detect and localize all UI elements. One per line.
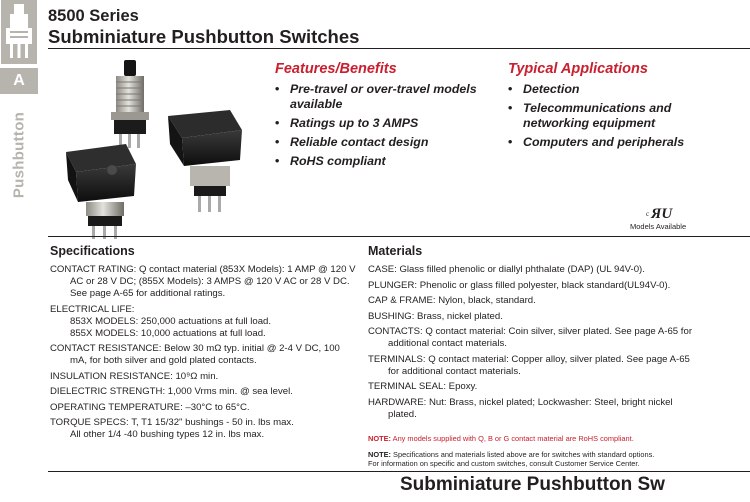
ul-recognized-icon	[646, 204, 680, 220]
material-item: CASE: Glass filled phenolic or diallyl phthalate (DAP) (UL 94V-0).	[368, 264, 645, 275]
material-item: BUSHING: Brass, nickel plated.	[368, 310, 503, 322]
material-item: CONTACTS: Q contact material: Coin silver, silver plated. See page A-65 for additional contact materials.	[368, 326, 693, 349]
spec-item: OPERATING TEMPERATURE: –30°C to 65°C.	[50, 401, 250, 413]
specifications-heading: Specifications	[50, 244, 135, 258]
rohs-note: NOTE: Any models supplied with Q, B or G contact material are RoHS compliant.	[368, 434, 634, 443]
product-photo	[64, 56, 254, 241]
standard-options-note: NOTE: Specifications and materials listed above are for switches with standard options. For information on specific and custom switches, consult Customer Service Center.	[368, 450, 655, 468]
svg-text:ЯU: ЯU	[651, 206, 673, 220]
spec-item: ELECTRICAL LIFE: 853X MODELS: 250,000 actuations at full load. 855X MODELS: 10,000 actuations at full load.	[50, 303, 272, 339]
materials-list	[368, 264, 698, 424]
footer-divider	[48, 471, 750, 472]
spec-item: CONTACT RATING: Q contact material (853X Models): 1 AMP @ 120 V AC or 28 V DC; (855X Models): 3 AMPS @ 120 V AC or 28 V DC. See page A-65 for additional ratings.	[50, 264, 356, 299]
certification-caption: Models Available	[630, 222, 687, 231]
list-item: • Pre-travel or over-travel models available	[274, 82, 500, 112]
header-divider	[48, 48, 750, 49]
list-item: • Computers and peripherals	[507, 135, 707, 150]
section-sidebar	[0, 0, 38, 502]
series-title: 8500 Series	[48, 7, 139, 25]
section-label: Pushbutton	[10, 111, 28, 199]
list-item: • Telecommunications and networking equipment	[507, 101, 707, 131]
specifications-list	[50, 264, 356, 445]
applications-heading: Typical Applications	[508, 61, 648, 77]
features-heading: Features/Benefits	[275, 61, 397, 77]
list-item: • Ratings up to 3 AMPS	[274, 116, 500, 131]
pushbutton-switch-icon	[1, 0, 37, 64]
material-item: PLUNGER: Phenolic or glass filled polyester, black standard(UL94V-0).	[368, 279, 671, 291]
spec-item: CONTACT RESISTANCE: Below 30 mΩ typ. initial @ 2-4 V DC, 100 mA, for both silver and gold plated contacts.	[50, 343, 340, 366]
page-title: Subminiature Pushbutton Switches	[48, 26, 360, 47]
material-item: TERMINAL SEAL: Epoxy.	[368, 381, 478, 392]
spec-item: TORQUE SPECS: T, T1 15/32" bushings - 50 in. lbs max. All other 1/4 -40 bushing types 12 in. lbs max.	[50, 417, 294, 440]
materials-heading: Materials	[368, 244, 423, 258]
material-item: TERMINALS: Q contact material: Copper alloy, silver plated. See page A-65 for additional contact materials.	[368, 353, 690, 377]
spec-item: INSULATION RESISTANCE: 10⁹Ω min.	[50, 370, 219, 382]
material-item: HARDWARE: Nut: Brass, nickel plated; Lockwasher: Steel, bright nickel plated.	[368, 396, 673, 420]
list-item: • RoHS compliant	[274, 154, 500, 169]
spec-item: DIELECTRIC STRENGTH: 1,000 Vrms min. @ sea level.	[50, 386, 293, 397]
material-item: CAP & FRAME: Nylon, black, standard.	[368, 295, 536, 306]
footer-title: Subminiature Pushbutton Sw	[400, 474, 665, 495]
section-divider	[48, 236, 750, 237]
list-item: • Detection	[507, 82, 707, 97]
svg-text:c: c	[646, 210, 650, 218]
applications-list	[507, 82, 707, 154]
list-item: • Reliable contact design	[274, 135, 500, 150]
section-tab-letter: A	[0, 68, 38, 94]
features-list	[274, 82, 500, 173]
